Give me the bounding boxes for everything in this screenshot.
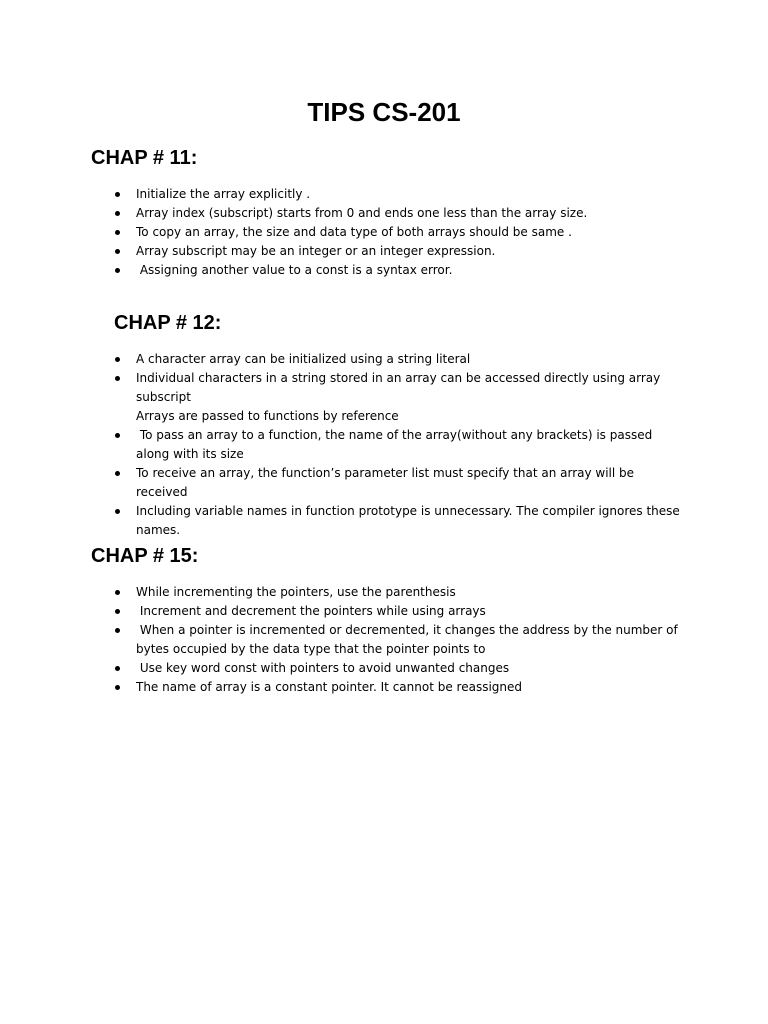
list-item: Array subscript may be an integer or an integer expression.: [136, 242, 681, 261]
list-item: Individual characters in a string stored in an array can be accessed directly using array subscript: [136, 369, 681, 407]
list-item: A character array can be initialized using a string literal: [136, 350, 681, 369]
list-item: Use key word const with pointers to avoid unwanted changes: [136, 659, 681, 678]
list-item: The name of array is a constant pointer. It cannot be reassigned: [136, 678, 681, 697]
list-item: Initialize the array explicitly .: [136, 185, 681, 204]
document-title: TIPS CS-201: [307, 97, 461, 127]
bullet-list-chap-15: [136, 583, 681, 697]
section-heading-chap-11: CHAP # 11:: [91, 147, 198, 169]
list-item: Array index (subscript) starts from 0 and ends one less than the array size.: [136, 204, 681, 223]
bullet-list-chap-11: [136, 185, 681, 280]
list-item: To pass an array to a function, the name of the array(without any brackets) is passed along with its size: [136, 426, 681, 464]
list-item: When a pointer is incremented or decremented, it changes the address by the number of bytes occupied by the data type that the pointer points to: [136, 621, 681, 659]
list-item: While incrementing the pointers, use the parenthesis: [136, 583, 681, 602]
section-heading-chap-12: CHAP # 12:: [114, 312, 222, 334]
list-item: Including variable names in function prototype is unnecessary. The compiler ignores these names.: [136, 502, 681, 540]
list-item: To receive an array, the function’s parameter list must specify that an array will be received: [136, 464, 681, 502]
list-item: Arrays are passed to functions by reference: [136, 409, 399, 423]
list-item: Increment and decrement the pointers while using arrays: [136, 602, 681, 621]
bullet-list-chap-12: [136, 350, 681, 540]
list-item: Assigning another value to a const is a syntax error.: [136, 261, 681, 280]
section-heading-chap-15: CHAP # 15:: [91, 545, 199, 567]
list-item: To copy an array, the size and data type of both arrays should be same .: [136, 223, 681, 242]
